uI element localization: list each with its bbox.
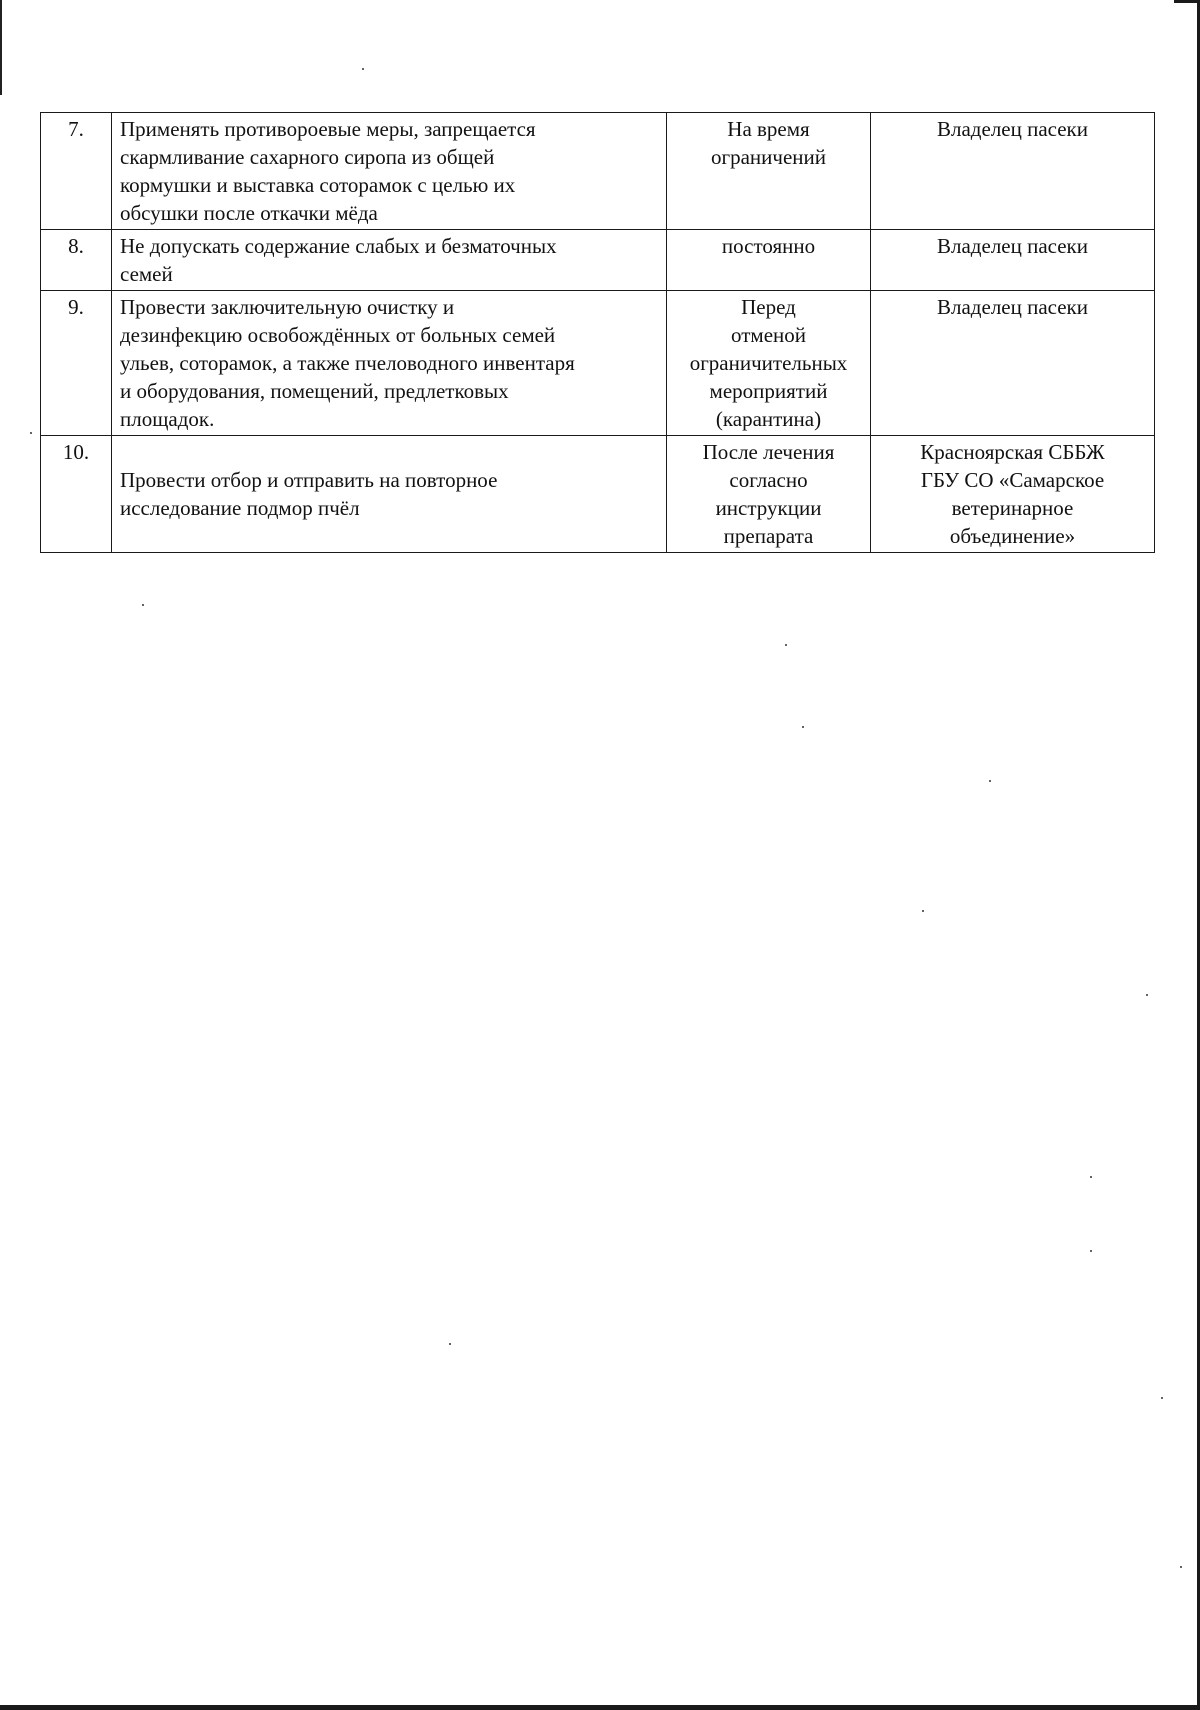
scan-edge-left — [0, 0, 2, 95]
table-row — [41, 291, 1155, 436]
row-number-text: 10. — [62, 440, 90, 464]
row-number — [41, 291, 112, 436]
scan-speck — [449, 1343, 451, 1345]
scan-edge-right-top — [1174, 0, 1200, 3]
row-number — [41, 230, 112, 291]
row-number-text: 8. — [68, 234, 84, 258]
row-responsible — [871, 436, 1155, 553]
scan-speck — [1180, 1566, 1182, 1568]
row-responsible-text: Владелец пасеки — [937, 234, 1088, 258]
measures-table — [40, 112, 1155, 553]
table-row — [41, 230, 1155, 291]
scan-speck — [362, 68, 364, 70]
scan-speck — [142, 604, 144, 606]
table-row — [41, 113, 1155, 230]
scan-speck — [922, 910, 924, 912]
row-responsible — [871, 230, 1155, 291]
row-action — [112, 291, 667, 436]
row-term — [667, 436, 871, 553]
row-term — [667, 291, 871, 436]
row-term-text: На время ограничений — [710, 117, 826, 169]
row-action-text: Не допускать содержание слабых и безматочных семей — [120, 234, 557, 286]
row-term — [667, 113, 871, 230]
row-responsible-text: Владелец пасеки — [937, 295, 1088, 319]
scan-speck — [1146, 994, 1148, 996]
row-action — [112, 436, 667, 553]
scan-edge-bottom — [0, 1705, 1200, 1710]
row-number-text: 9. — [68, 295, 84, 319]
row-term-text: постоянно — [721, 234, 816, 258]
row-number-text: 7. — [68, 117, 84, 141]
table-row — [41, 436, 1155, 553]
row-action-text: Провести отбор и отправить на повторное исследование подмор пчёл — [120, 468, 498, 520]
row-action — [112, 113, 667, 230]
row-action-text: Провести заключительную очистку и дезинфекцию освобождённых от больных семей ульев, соторамок, а также пчеловодного инвентаря и оборудования, помещений, предлетковых площадок. — [120, 295, 575, 431]
row-action — [112, 230, 667, 291]
row-action-text: Применять противороевые меры, запрещается скармливание сахарного сиропа из общей кормушки и выставка соторамок с целью их обсушки после откачки мёда — [120, 117, 536, 225]
row-responsible-text: Красноярская СББЖ ГБУ СО «Самарское ветеринарное объединение» — [920, 440, 1105, 548]
row-number — [41, 436, 112, 553]
row-responsible — [871, 113, 1155, 230]
scan-speck — [989, 780, 991, 782]
scan-speck — [802, 726, 804, 728]
scan-speck — [1090, 1176, 1092, 1178]
row-responsible-text: Владелец пасеки — [937, 117, 1088, 141]
row-term — [667, 230, 871, 291]
scan-speck — [30, 432, 32, 434]
scan-speck — [1090, 1250, 1092, 1252]
row-number — [41, 113, 112, 230]
scan-speck — [785, 644, 787, 646]
row-term-text: После лечения согласно инструкции препарата — [702, 440, 835, 548]
scan-speck — [1161, 1397, 1163, 1399]
row-responsible — [871, 291, 1155, 436]
row-term-text: Перед отменой ограничительных мероприятий (карантина) — [689, 295, 848, 431]
